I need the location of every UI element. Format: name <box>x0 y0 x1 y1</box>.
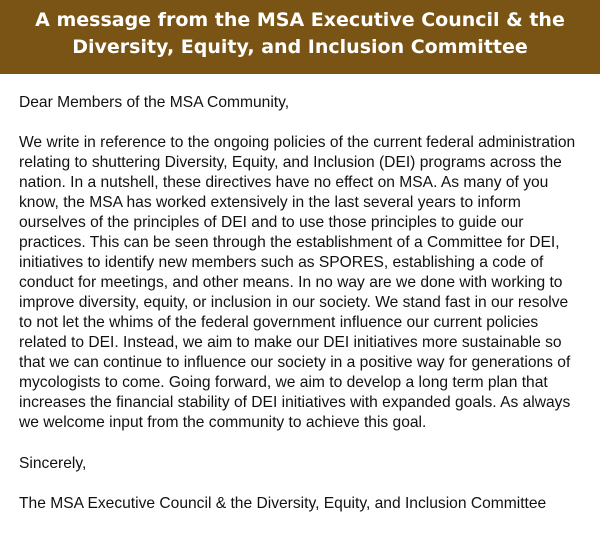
letter-paragraph: We write in reference to the ongoing policies of the current federal administration relating to shuttering Diversity, Equity, and Inclusion (DEI) programs across the nation. In a nutshell, these directives have no effect on MSA. As many of you know, the MSA has worked extensively in the last several years to inform ourselves of the principles of DEI and to use those principles to guide our practices. This can be seen through the establishment of a Committee for DEI, initiatives to identify new members such as SPORES, establishing a code of conduct for meetings, and other means. In no way are we done with working to improve diversity, equity, or inclusion in our society. We stand fast in our resolve to not let the whims of the federal government influence our current policies related to DEI. Instead, we aim to make our DEI initiatives more sustainable so that we can continue to influence our society in a positive way for generations of mycologists to come. Going forward, we aim to develop a long term plan that increases the financial stability of DEI initiatives with expanded goals. As always we welcome input from the community to achieve this goal. <box>19 134 576 431</box>
header-banner <box>0 0 600 74</box>
letter-signature: The MSA Executive Council & the Diversity, Equity, and Inclusion Committee <box>19 495 547 512</box>
letter-body <box>0 74 600 514</box>
header-title-line-2: Diversity, Equity, and Inclusion Committee <box>72 36 528 58</box>
header-title-line-1: A message from the MSA Executive Council & the <box>35 9 565 31</box>
letter-greeting: Dear Members of the MSA Community, <box>19 94 290 111</box>
letter-closing: Sincerely, <box>19 455 87 472</box>
